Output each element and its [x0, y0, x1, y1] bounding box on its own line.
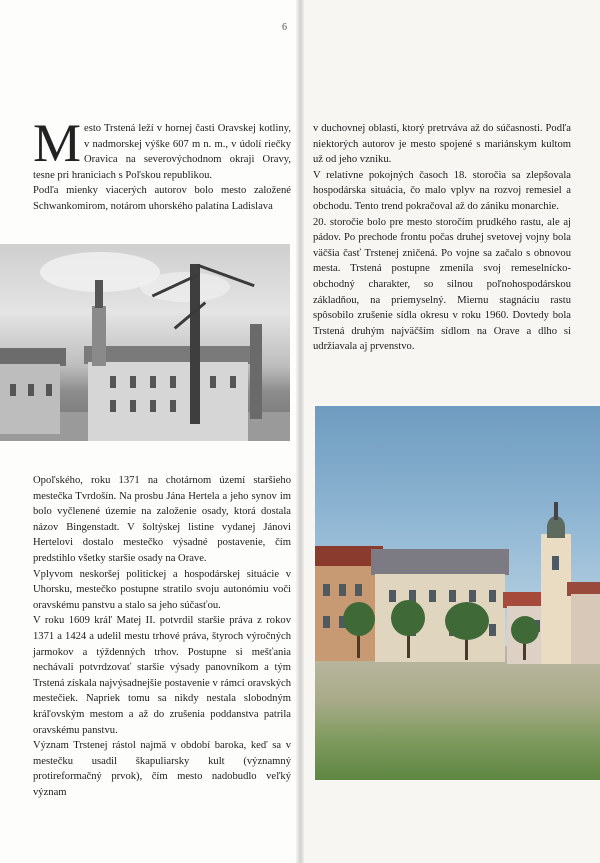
paragraph: Vplyvom neskoršej politickej a hospodárskej situácie v Uhorsku, mestečko postupne stratilo svoju autonómiu voči oravskému panstvu a stalo sa jeho súčasťou. [33, 568, 291, 611]
paragraph: Podľa mienky viacerých autorov bolo mesto založené Schwankomirom, notárom uhorského palatína Ladislava [33, 185, 291, 212]
paragraph-intro: Mesto Trstená leží v hornej časti Oravskej kotliny, v nadmorskej výške 607 m n. m., v údolí riečky Oravica na severovýchodnom okraji Oravy, tesne pri hraniciach s Poľskou republikou. [33, 113, 291, 181]
paragraph: v duchovnej oblasti, ktorý pretrváva až do súčasnosti. Podľa niektorých autorov je mesto spojené s mariánskym kultom už od jeho vzniku. [313, 123, 571, 166]
paragraph: V relatívne pokojných časoch 18. storočia sa zlepšovala hospodárska situácia, čo malo vplyv na rozvoj remesiel a obchodu. Tento trend pokračoval až do zániku monarchie. [313, 169, 571, 212]
paragraph: Význam Trstenej rástol najmä v období baroka, keď sa v mestečku usadil škapuliarsky kult (významný protireformačný prvok), čím mesto nadobudlo veľký význam [33, 740, 291, 798]
left-column-bottom [33, 473, 291, 800]
historical-color-postcard [315, 406, 600, 780]
book-gutter [296, 0, 304, 863]
paragraph: 20. storočie bolo pre mesto storočím prudkého rastu, ale aj pádov. Po prechode frontu počas druhej svetovej vojny bola väčšia časť Trstenej zničená. Po vojne sa začalo s obnovou mesta. Trstená postupne zmenila svoj remeselnícko-obchodný charakter, so silnou poľnohospodárskou základňou, na priemyselný. Miernu stagnáciu rastu spôsobilo zrušenie sídla okresu v roku 1960. Dovtedy bola Trstená druhým najväčším sídlom na Orave a dlho si udržiavala aj prvenstvo. [313, 216, 571, 353]
paragraph: V roku 1609 kráľ Matej II. potvrdil staršie práva z rokov 1371 a 1424 a udelil mestu trhové práva, štyroch výročných jarmokov a týždenných trhov. Postupne si mešťania nechávali potvrdzovať staršie výsady panovníkom a tým Trstená získala najvýsadnejšie postavenie v rámci oravských mestečiek. Napriek tomu sa nikdy nestala slobodným kráľovským mestom a až do zrušenia poddanstva patrila oravskému panstvu. [33, 615, 291, 736]
left-column-top [33, 113, 291, 215]
historical-bw-photo [0, 244, 290, 441]
paragraph: Opoľského, roku 1371 na chotárnom území staršieho mestečka Tvrdošín. Na prosbu Jána Hertela a jeho synov im bolo vyčlenené územie na založenie osady, ktorá dostala názov Bingenstadt. V šoltýskej listine vydanej Jánovi Hertelovi dostalo mestečko výsadné postavenie, čím predstihlo všetky staršie osady na Orave. [33, 475, 291, 564]
drop-cap: M [33, 113, 82, 173]
right-column-top [313, 121, 571, 355]
page-number: 6 [282, 22, 287, 33]
